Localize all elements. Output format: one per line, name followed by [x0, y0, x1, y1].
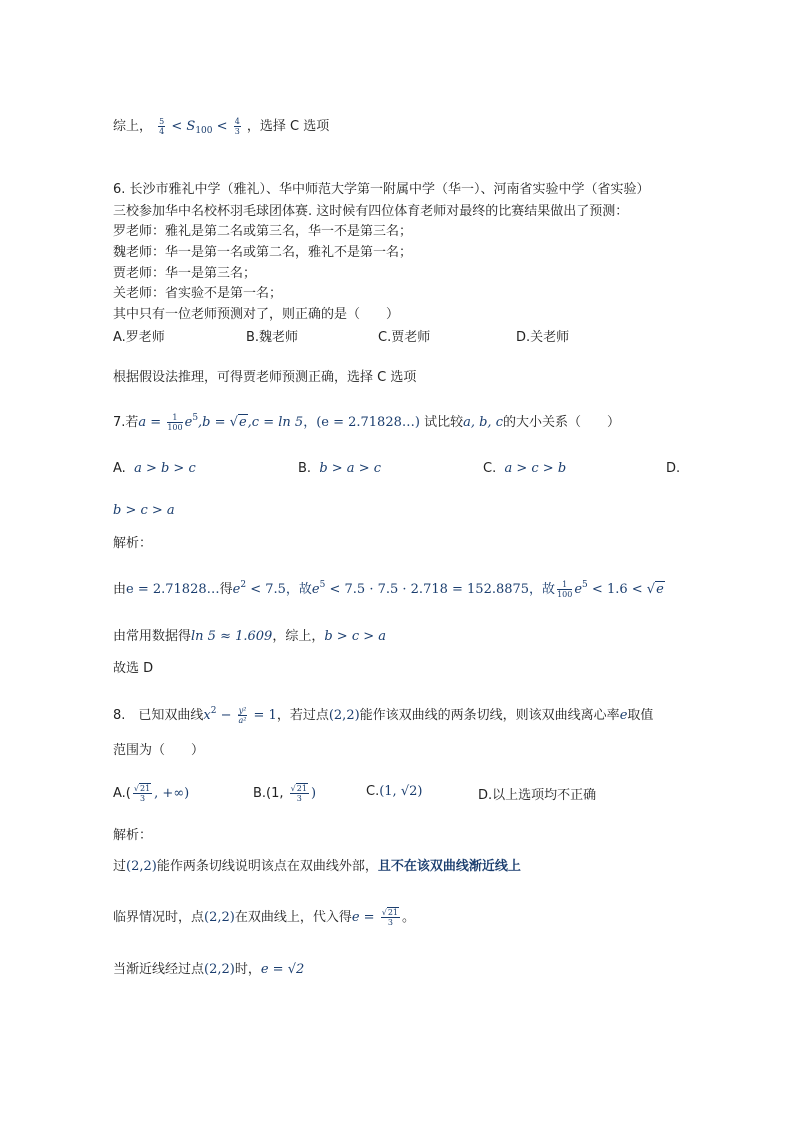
q8-option-c: C.(1, √2): [366, 784, 423, 799]
q8-option-d: D.以上选项均不正确: [478, 788, 597, 803]
q7-stem-prefix: 7.若: [113, 415, 139, 430]
q8-solution-line3: 当渐近线经过点(2,2)时，e = √2: [113, 962, 305, 977]
q7-stem: [113, 408, 620, 433]
q7-e5: $e^5$: [184, 413, 199, 430]
q7-option-b: B. b > a > c: [298, 461, 381, 476]
q8-option-b: B.(1, $\frac{√21}{3}$ ): [253, 784, 317, 803]
q8-solution-line1: 过(2,2)能作两条切线说明该点在双曲线外部，且不在该双曲线渐近线上: [113, 859, 521, 874]
q7-option-d-label: D.: [666, 461, 681, 476]
q5-lt2: <: [212, 119, 232, 134]
q7-e-val: ，(e = 2.71828…): [303, 415, 420, 430]
q6-option-d: D.关老师: [516, 330, 570, 345]
q6-option-c: C.贾老师: [378, 330, 431, 345]
q6-line7: 其中只有一位老师预测对了，则正确的是（ ）: [113, 307, 400, 322]
q5-conclusion: [113, 117, 329, 141]
q7-option-c: C. a > c > b: [483, 461, 567, 476]
q5-fraction-lower: $\frac{5}{4}$: [159, 117, 165, 136]
q8-stem-line2: 范围为（ ）: [113, 743, 205, 758]
q7-stem-end: 的大小关系（ ）: [502, 415, 620, 430]
q7-conclusion: 故选 D: [113, 661, 154, 676]
q7-option-d-value: b > c > a: [113, 503, 175, 518]
q6-line4: 魏老师：华一是第一名或第二名，雅礼不是第一名；: [113, 245, 413, 260]
q5-fraction-upper: $\frac{4}{3}$: [234, 117, 240, 136]
q7-b-sqrt: √e: [229, 415, 247, 430]
q6-line5: 贾老师：华一是第三名；: [113, 266, 257, 281]
q7-stem-suffix: 试比较: [419, 415, 464, 430]
q5-lt1: <: [167, 119, 187, 134]
q6-line2: 三校参加华中名校杯羽毛球团体赛. 这时候有四位体育老师对最终的比赛结果做出了预测：: [113, 204, 629, 219]
q6-answer: 根据假设法推理，可得贾老师预测正确，选择 C 选项: [113, 370, 417, 385]
q7-solution-line2: 由常用数据得ln 5 ≈ 1.609，综上，b > c > a: [113, 629, 387, 644]
q7-abc: a, b, c: [463, 415, 503, 430]
q8-stem: 8. 已知双曲线$x^2$ − $\frac{\text{y²}}{\text{a²}}$ = 1，若过点(2,2)能作该双曲线的两条切线，则该双曲线离心率e取值: [113, 706, 654, 725]
q7-a-eq: a =: [138, 415, 166, 430]
q5-suffix: ，选择 C 选项: [246, 119, 330, 134]
q6-line3: 罗老师：雅礼是第二名或第三名，华一不是第三名；: [113, 224, 413, 239]
q7-solution-line1: 由e = 2.71828…得$e^2 < 7.5$，故$e^5 < 7.5 \cdot 7.5 \cdot 2.718 = 152.8875$，故 $\frac{1}{100}$ $e^5 < 1.6 < √e$: [113, 580, 664, 599]
q7-fraction: $\frac{1}{100}$: [167, 413, 183, 432]
q7-option-a: A. a > b > c: [113, 461, 196, 476]
q6-line1: 6. 长沙市雅礼中学（雅礼）、华中师范大学第一附属中学（华一）、河南省实验中学（省实验）: [113, 182, 650, 197]
q8-emphasis: 且不在该双曲线渐近线上: [377, 859, 521, 874]
q6-option-b: B.魏老师: [246, 330, 299, 345]
q7-b-part: ,b =: [198, 415, 230, 430]
q8-fraction: $\frac{\text{y²}}{\text{a²}}$: [238, 706, 247, 725]
q5-prefix: 综上，: [113, 119, 153, 134]
q7-sol-fraction: $\frac{1}{100}$: [557, 580, 573, 599]
q7-c-part: ,c = ln 5: [247, 415, 304, 430]
q6-line6: 关老师：省实验不是第一名；: [113, 286, 283, 301]
q8-option-a: A.( $\frac{√21}{3}$ , +∞): [113, 784, 190, 803]
q7-analysis-label: 解析：: [113, 536, 153, 551]
q5-s-var: $S_{100}$: [186, 119, 213, 136]
q8-solution-line2: 临界情况时，点(2,2)在双曲线上，代入得e = $\frac{√21}{3}$ 。: [113, 908, 416, 927]
q8-analysis-label: 解析：: [113, 828, 153, 843]
q6-option-a: A.罗老师: [113, 330, 165, 345]
